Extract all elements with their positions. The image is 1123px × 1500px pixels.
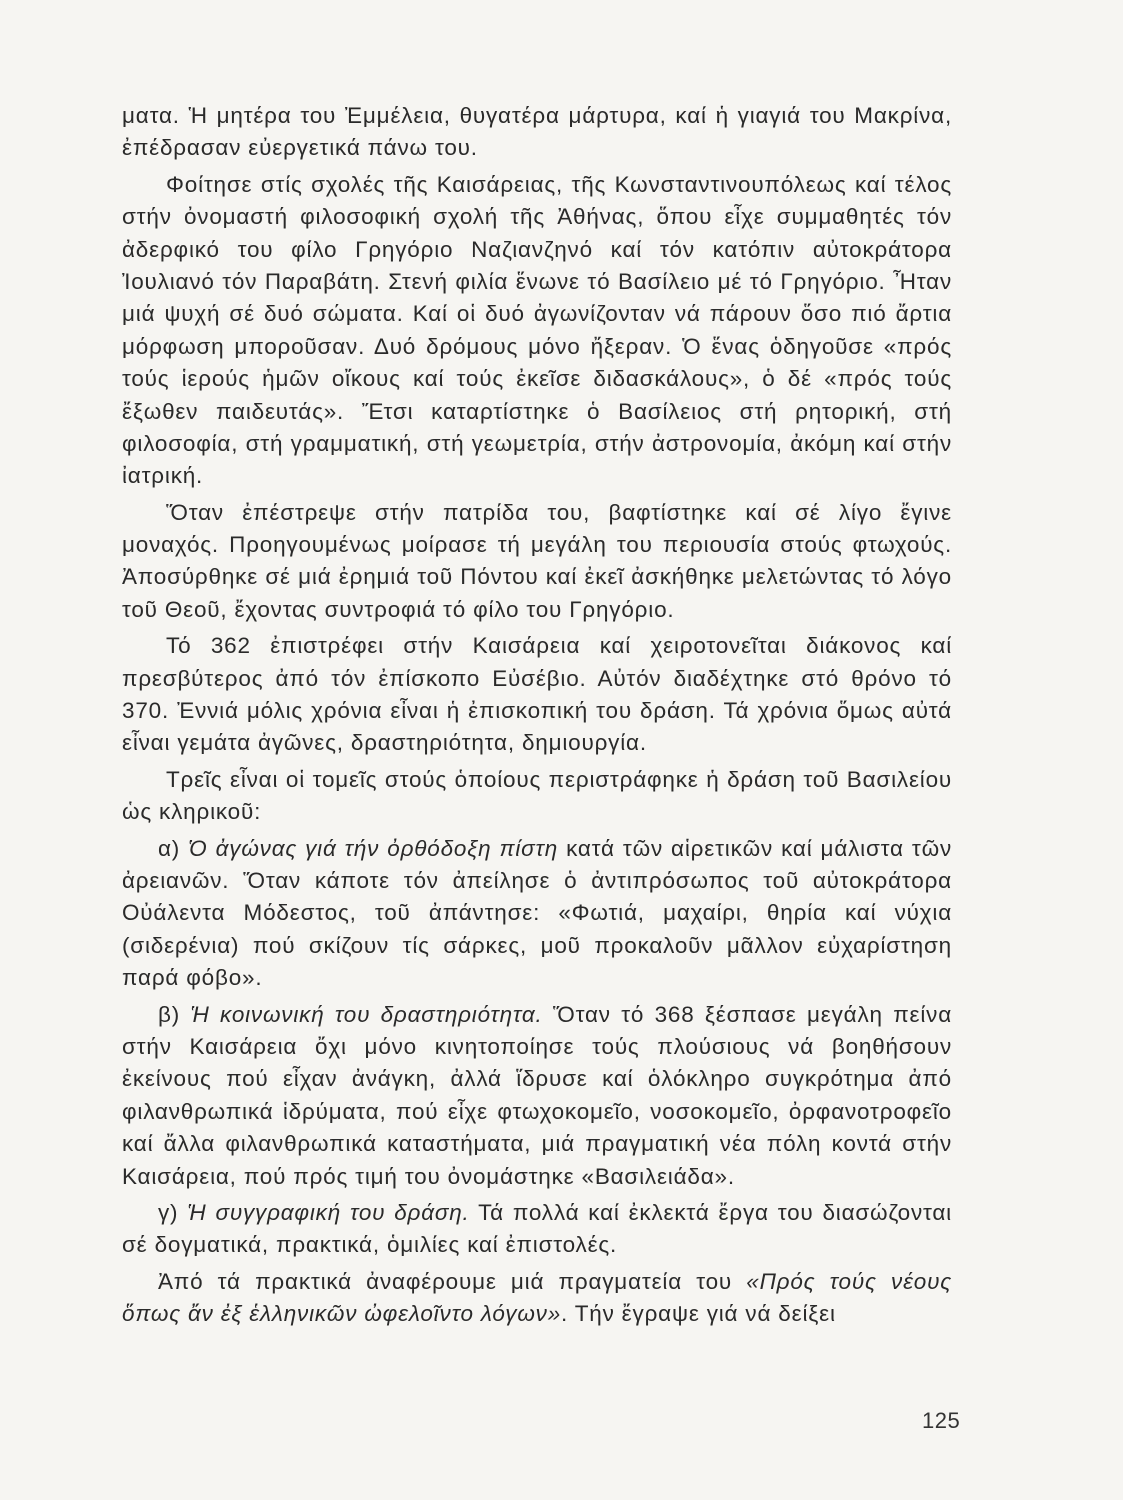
treatise-title: «Πρός τούς νέους ὅπως ἄν ἐξ ἑλληνικῶν ὠφελοῖντο λόγων»	[122, 1268, 952, 1327]
paragraph-9-text-b: . Τήν ἔγραψε γιά νά δείξει	[561, 1301, 836, 1327]
item-c-title: Ἡ συγγραφική του δράση.	[187, 1199, 470, 1225]
item-a-text: κατά τῶν αἱρετικῶν καί μάλιστα τῶν ἀρειανῶν. Ὅταν κάποτε τόν ἀπείλησε ὁ ἀντιπρόσωπος τοῦ αὐτοκράτορα Οὐάλεντα Μόδεστος, τοῦ ἀπάντησε: «Φωτιά, μαχαίρι, θηρία καί νύχια (σιδερένια) πού σκίζουν τίς σάρκες, μοῦ προκαλοῦν μᾶλλον εὐχαρίστηση παρά φόβο».	[122, 835, 953, 991]
paragraph-9	[122, 1266, 952, 1331]
paragraph-4: Τό 362 ἐπιστρέφει στήν Καισάρεια καί χειροτονεῖται διάκονος καί πρεσβύτερος ἀπό τόν ἐπίσκοπο Εὐσέβιο. Αὐτόν διαδέχτηκε στό θρόνο τό 370. Ἐννιά μόλις χρόνια εἶναι ἡ ἐπισκοπική του δράση. Τά χρόνια ὅμως αὐτά εἶναι γεμάτα ἀγῶνες, δραστηριότητα, δημιουργία.	[122, 633, 952, 756]
item-b-text: Ὅταν τό 368 ξέσπασε μεγάλη πείνα στήν Καισάρεια ὄχι μόνο κινητοποίησε τούς πλούσιους νά βοηθήσουν ἐκείνους πού εἶχαν ἀνάγκη, ἀλλά ἵδρυσε καί ὁλόκληρο συγκρότημα ἀπό φιλανθρωπικά ἱδρύματα, πού εἶχε φτωχοκομεῖο, νοσοκομεῖο, ὀρφανοτροφεῖο καί ἄλλα φιλανθρωπικά καταστήματα, μιά πραγματική νέα πόλη κοντά στήν Καισάρεια, πού πρός τιμή του ὀνομάστηκε «Βασιλειάδα».	[122, 1001, 953, 1189]
page-number: 125	[922, 1408, 961, 1433]
paragraph-1: ματα. Ἡ μητέρα του Ἐμμέλεια, θυγατέρα μάρτυρα, καί ἡ γιαγιά του Μακρίνα, ἐπέδρασαν εὐεργετικά πάνω του.	[122, 103, 952, 161]
item-b-label: β)	[158, 1001, 191, 1027]
item-c-text: Τά πολλά καί ἐκλεκτά ἔργα του διασώζονται σέ δογματικά, πρακτικά, ὁμιλίες καί ἐπιστολές.	[122, 1199, 952, 1258]
item-c-label: γ)	[158, 1199, 188, 1225]
item-a-label: α)	[158, 835, 189, 861]
paragraph-5: Τρεῖς εἶναι οἱ τομεῖς στούς ὁποίους περιστράφηκε ἡ δράση τοῦ Βασιλείου ὡς κληρικοῦ:	[122, 766, 952, 825]
paragraph-2: Φοίτησε στίς σχολές τῆς Καισάρειας, τῆς Κωνσταντινουπόλεως καί τέλος στήν ὀνομαστή φιλοσοφική σχολή τῆς Ἀθήνας, ὅπου εἶχε συμμαθητές τόν ἀδερφικό του φίλο Γρηγόριο Ναζιανζηνό καί τόν κατόπιν αὐτοκράτορα Ἰουλιανό τόν Παραβάτη. Στενή φιλία ἕνωνε τό Βασίλειο μέ τό Γρηγόριο. Ἦταν μιά ψυχή σέ δυό σώματα. Καί οἱ δυό ἀγωνίζονταν νά πάρουν ὅσο πιό ἄρτια μόρφωση μποροῦσαν. Δυό δρόμους μόνο ἤξεραν. Ὁ ἕνας ὁδηγοῦσε «πρός τούς ἱερούς ἡμῶν οἴκους καί τούς ἐκεῖσε διδασκάλους», ὁ δέ «πρός τούς ἔξωθεν παιδευτάς». Ἔτσι καταρτίστηκε ὁ Βασίλειος στή ρητορική, στή φιλοσοφία, στή γραμματική, στή γεωμετρία, στήν ἀστρονομία, ἀκόμη καί στήν ἰατρική.	[122, 171, 952, 489]
paragraph-7	[122, 999, 952, 1193]
paragraph-9-text-a: Ἀπό τά πρακτικά ἀναφέρουμε μιά πραγματεία του	[158, 1268, 747, 1294]
paragraph-6	[122, 833, 952, 995]
paragraph-8	[122, 1197, 952, 1262]
body-text	[122, 100, 952, 1334]
item-b-title: Ἡ κοινωνική του δραστηριότητα.	[190, 1001, 543, 1027]
paragraph-3: Ὅταν ἐπέστρεψε στήν πατρίδα του, βαφτίστηκε καί σέ λίγο ἔγινε μοναχός. Προηγουμένως μοίρασε τή μεγάλη του περιουσία στούς φτωχούς. Ἀποσύρθηκε σέ μιά ἐρημιά τοῦ Πόντου καί ἐκεῖ ἀσκήθηκε μελετώντας τό λόγο τοῦ Θεοῦ, ἔχοντας συντροφιά τό φίλο του Γρηγόριο.	[122, 499, 952, 622]
item-a-title: Ὁ ἀγώνας γιά τήν ὀρθόδοξη πίστη	[188, 835, 558, 861]
